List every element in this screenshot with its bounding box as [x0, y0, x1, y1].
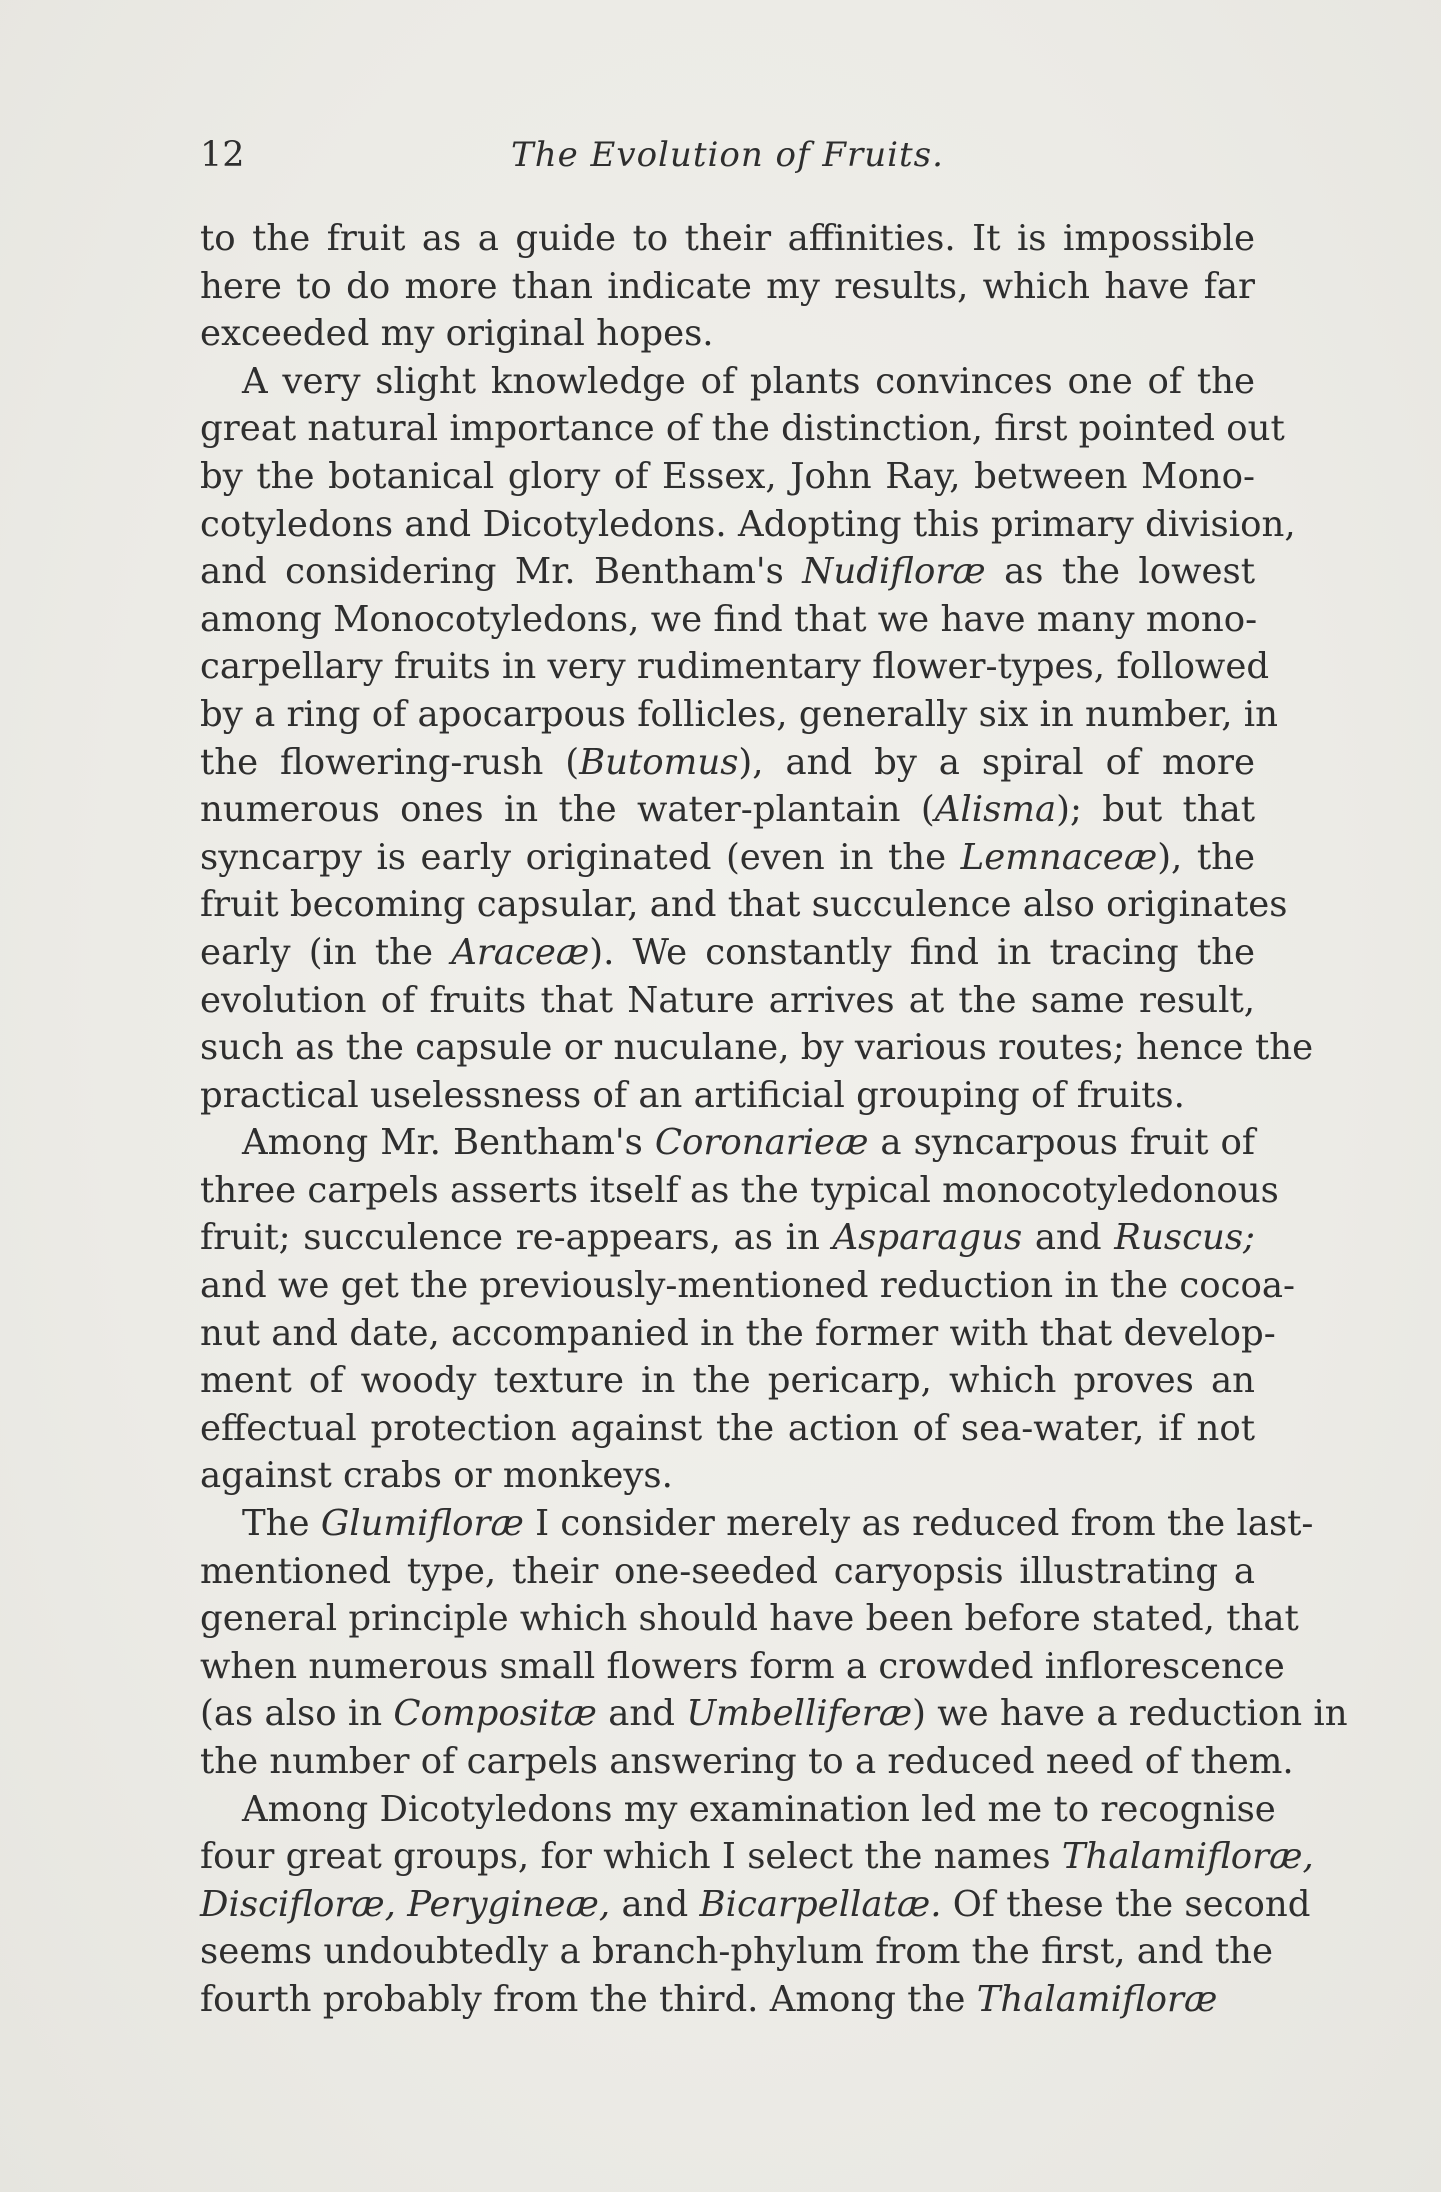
- text-line: ment of woody texture in the pericarp, which proves an: [200, 1360, 1255, 1402]
- text-line: among Monocotyledons, we find that we have many mono-: [200, 598, 1258, 640]
- italic-term: Thalamifloræ,: [1061, 1836, 1314, 1878]
- text-line: mentioned type, their one-seeded caryopsis illustrating a: [200, 1550, 1255, 1592]
- text-line: fruit becoming capsular, and that succulence also originates: [200, 884, 1288, 926]
- text-line: Discifloræ, Perygineæ, and Bicarpellatæ. Of these the second: [200, 1883, 1311, 1925]
- text-line: to the fruit as a guide to their affinities. It is impossible: [200, 218, 1255, 259]
- text-line: when numerous small flowers form a crowded inflorescence: [200, 1645, 1285, 1687]
- page-number: 12: [200, 135, 245, 175]
- paragraph: [200, 1786, 1314, 2024]
- text-line: nut and date, accompanied in the former with that develop-: [200, 1312, 1276, 1354]
- text-line: practical uselessness of an artificial grouping of fruits.: [200, 1074, 1185, 1116]
- text-line: A very slight knowledge of plants convinces one of the: [242, 360, 1255, 402]
- text-line: seems undoubtedly a branch-phylum from the first, and the: [200, 1931, 1273, 1973]
- paragraph: [200, 215, 1255, 358]
- text-line: The Glumifloræ I consider merely as reduced from the last-: [242, 1503, 1314, 1545]
- italic-term: Araceæ: [451, 931, 590, 973]
- text-line: such as the capsule or nuculane, by various routes; hence the: [200, 1027, 1314, 1069]
- italic-term: Asparagus: [832, 1217, 1023, 1259]
- text-line: carpellary fruits in very rudimentary flower-types, followed: [200, 646, 1270, 688]
- text-line: numerous ones in the water-plantain (Alisma); but that: [200, 789, 1256, 831]
- italic-term: Discifloræ, Perygineæ,: [200, 1883, 611, 1925]
- text-line: general principle which should have been before stated, that: [200, 1598, 1299, 1640]
- italic-term: Nudifloræ: [802, 551, 986, 593]
- paragraph: [200, 1500, 1348, 1786]
- text-line: great natural importance of the distinction, first pointed out: [200, 408, 1285, 450]
- text-line: early (in the Araceæ). We constantly find in tracing the: [200, 931, 1255, 973]
- text-line: against crabs or monkeys.: [200, 1455, 673, 1497]
- italic-term: Glumifloræ: [320, 1503, 524, 1545]
- text-line: the number of carpels answering to a reduced need of them.: [200, 1741, 1294, 1782]
- italic-term: Butomus: [579, 741, 739, 783]
- text-line: evolution of fruits that Nature arrives at the same result,: [200, 979, 1255, 1021]
- italic-term: Bicarpellatæ.: [699, 1883, 942, 1925]
- text-line: three carpels asserts itself as the typical monocotyledonous: [200, 1169, 1279, 1211]
- text-line: four great groups, for which I select the names Thalamifloræ,: [200, 1836, 1314, 1878]
- italic-term: Compositæ: [393, 1693, 597, 1735]
- text-line: the flowering-rush (Butomus), and by a spiral of more: [200, 741, 1255, 783]
- italic-term: Ruscus;: [1114, 1217, 1256, 1259]
- paragraph: [200, 1119, 1295, 1500]
- text-line: fruit; succulence re-appears, as in Asparagus and Ruscus;: [200, 1217, 1256, 1259]
- text-line: effectual protection against the action of sea-water, if not: [200, 1407, 1255, 1449]
- italic-term: Thalamifloræ: [976, 1978, 1218, 2020]
- text-line: (as also in Compositæ and Umbelliferæ) we have a reduction in: [200, 1693, 1348, 1735]
- text-line: and we get the previously-mentioned reduction in the cocoa-: [200, 1265, 1295, 1307]
- text-line: fourth probably from the third. Among the Thalamifloræ: [200, 1978, 1218, 2020]
- running-title: The Evolution of Fruits.: [511, 135, 944, 175]
- text-line: Among Mr. Bentham's Coronarieæ a syncarpous fruit of: [242, 1122, 1255, 1164]
- text-line: by a ring of apocarpous follicles, generally six in number, in: [200, 693, 1279, 735]
- body-text: [200, 215, 1348, 2024]
- italic-term: Lemnaceæ: [960, 836, 1158, 878]
- paragraph: [200, 358, 1314, 1120]
- text-line: by the botanical glory of Essex, John Ray, between Mono-: [200, 455, 1255, 497]
- text-line: here to do more than indicate my results, which have far: [200, 265, 1255, 307]
- text-line: cotyledons and Dicotyledons. Adopting this primary division,: [200, 503, 1296, 545]
- text-line: exceeded my original hopes.: [200, 313, 714, 355]
- italic-term: Umbelliferæ: [686, 1693, 913, 1735]
- running-head: [200, 125, 1255, 185]
- italic-term: Coronarieæ: [654, 1122, 869, 1164]
- text-line: and considering Mr. Bentham's Nudifloræ as the lowest: [200, 551, 1256, 593]
- text-line: syncarpy is early originated (even in the Lemnaceæ), the: [200, 836, 1255, 878]
- text-line: Among Dicotyledons my examination led me to recognise: [242, 1788, 1276, 1830]
- italic-term: Alisma: [934, 789, 1057, 831]
